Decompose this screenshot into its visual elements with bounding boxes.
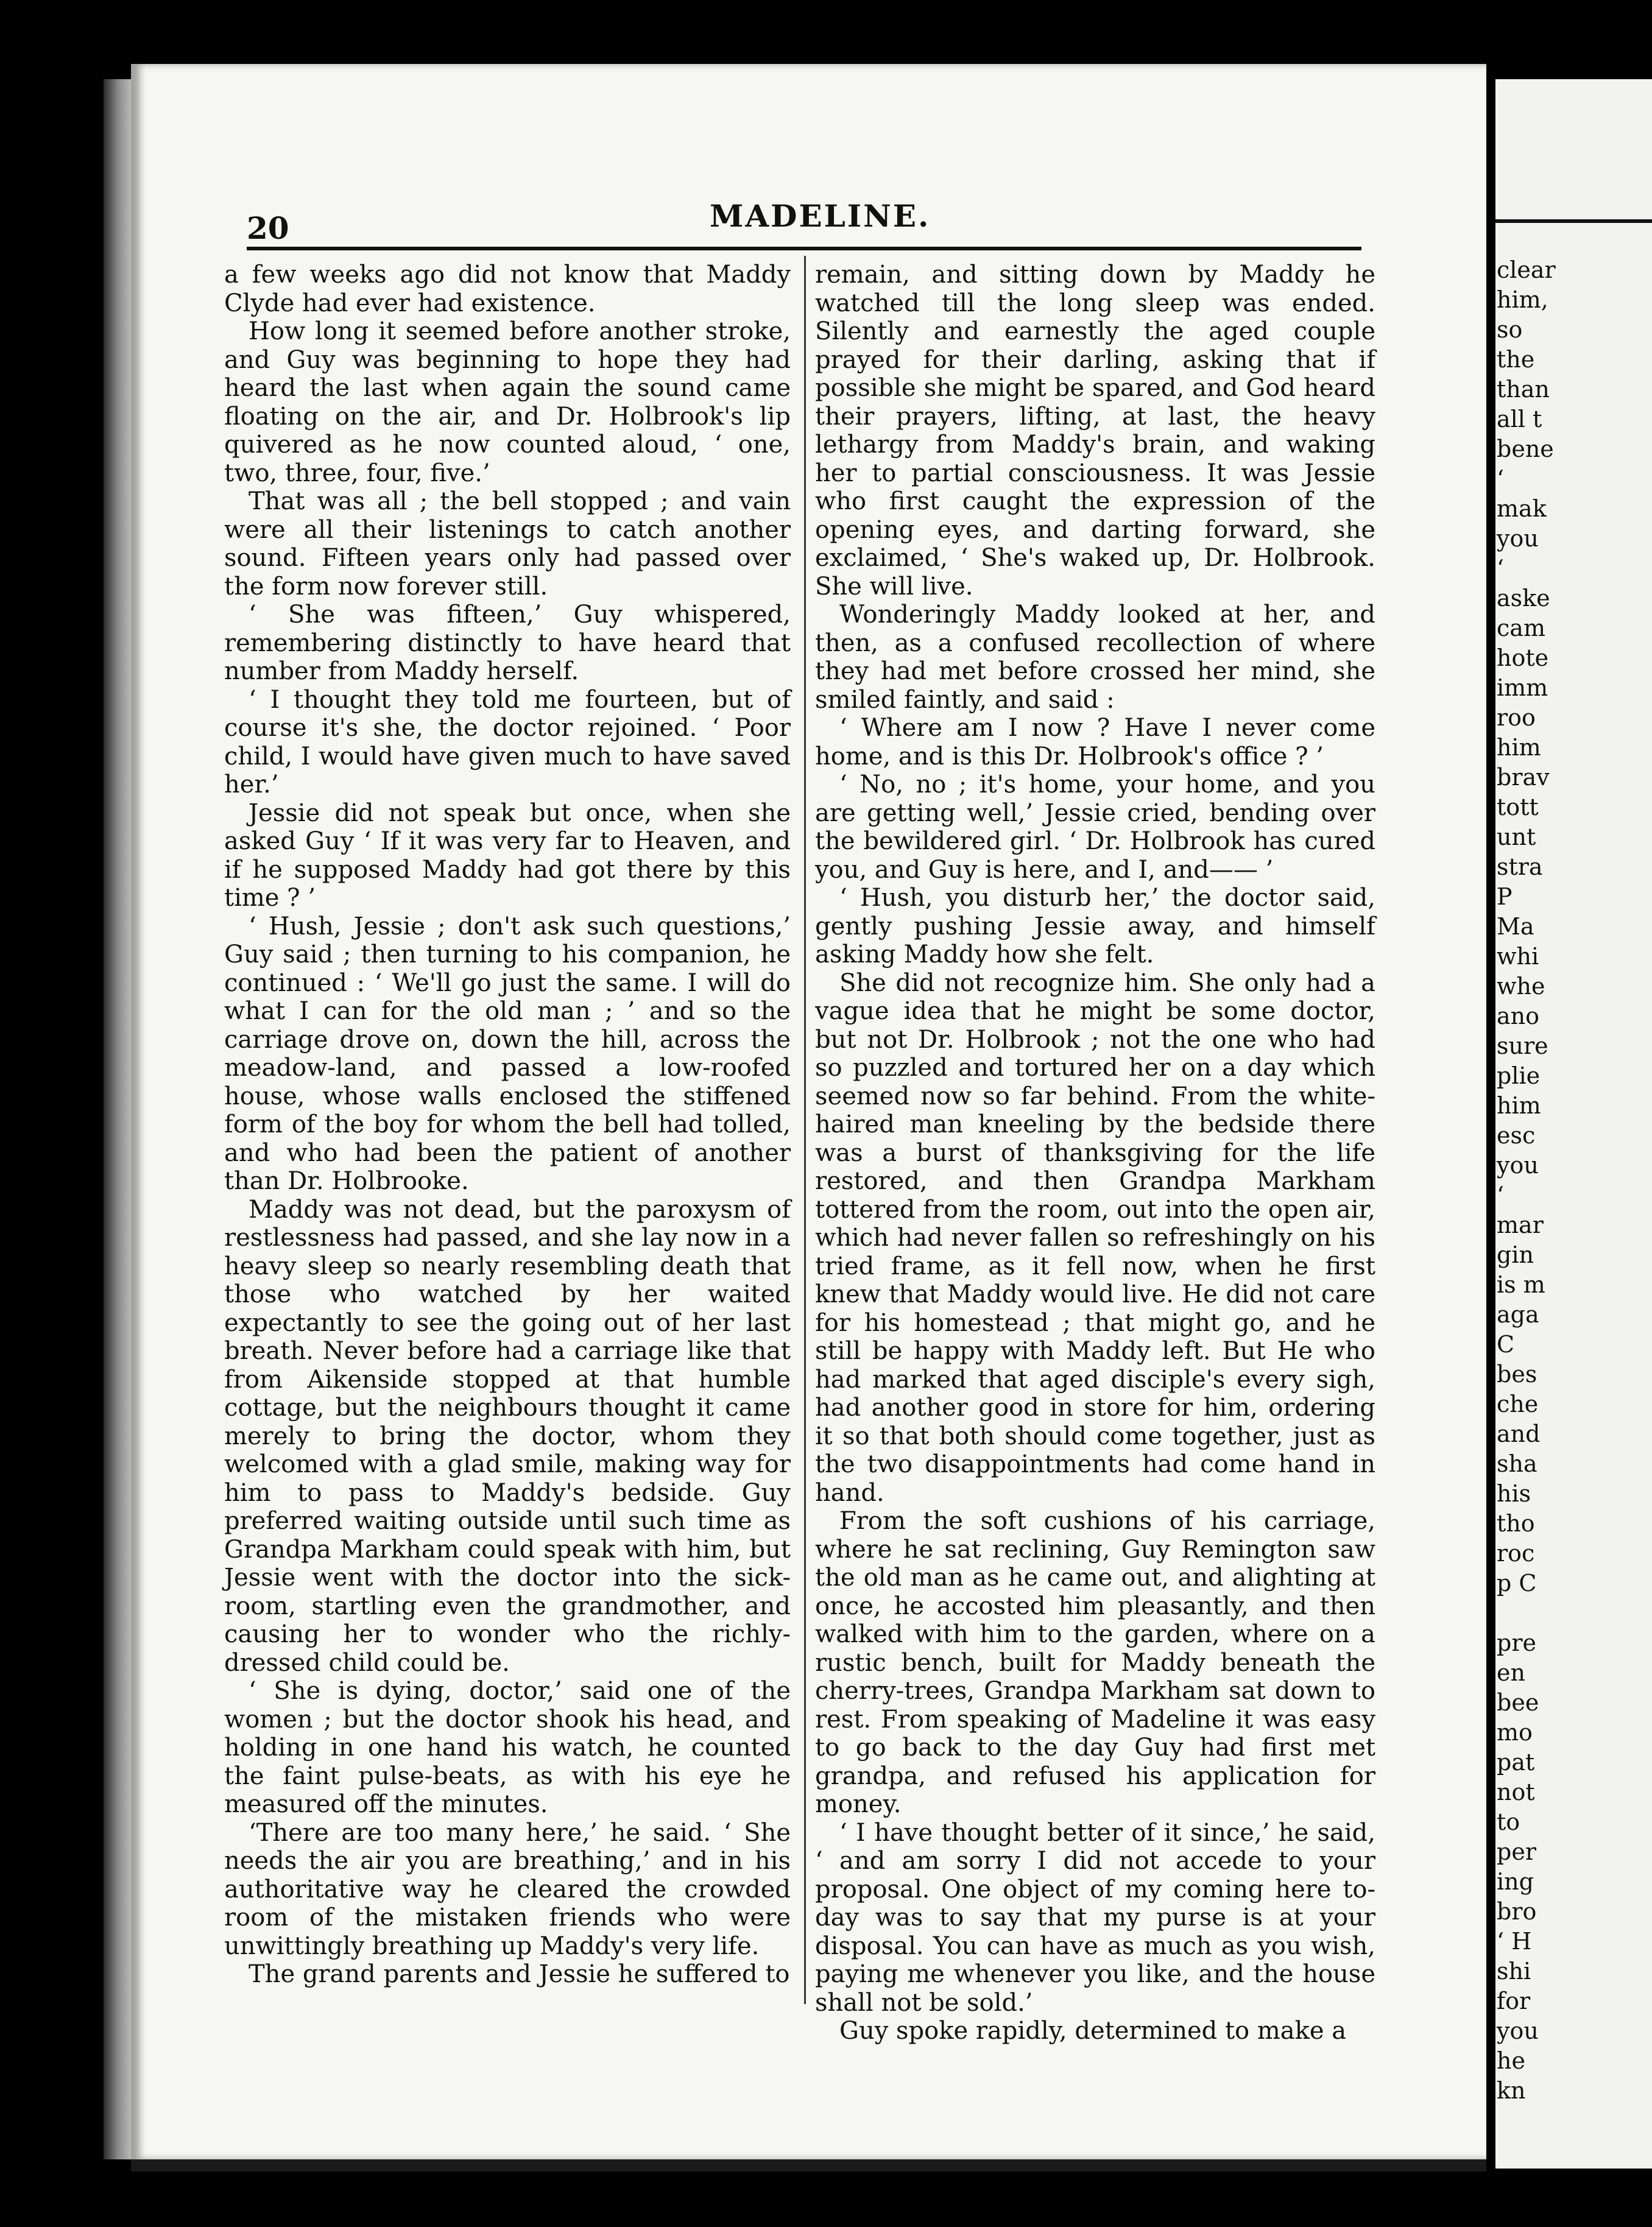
paragraph: Guy spoke rapidly, determined to make a [839, 2017, 1347, 2045]
adjacent-page-word-fragment: hote [1497, 644, 1549, 671]
adjacent-page-word-fragment: cam [1497, 615, 1545, 641]
adjacent-page-word-fragment: tho [1497, 1510, 1535, 1537]
adjacent-page-word-fragment: P [1497, 883, 1513, 910]
adjacent-page-word-fragment: his [1497, 1480, 1531, 1507]
adjacent-page-word-fragment: ‘ H [1497, 1928, 1532, 1955]
adjacent-page-word-fragment: ‘ [1497, 465, 1505, 492]
adjacent-page-word-fragment: brav [1497, 764, 1550, 791]
adjacent-page-word-fragment: per [1497, 1838, 1536, 1865]
adjacent-page-word-fragment: so [1497, 316, 1523, 343]
adjacent-page-word-fragment: bee [1497, 1689, 1539, 1716]
adjacent-page-word-fragment: stra [1497, 853, 1543, 880]
adjacent-page-word-fragment: pre [1497, 1629, 1536, 1656]
adjacent-page-word-fragment: aske [1497, 585, 1550, 612]
adjacent-page-word-fragment: p C [1497, 1570, 1537, 1597]
adjacent-page-word-fragment: the [1497, 346, 1535, 373]
paragraph: The grand parents and Jessie he suffered to [249, 1960, 790, 1988]
adjacent-page-word-fragment: mo [1497, 1719, 1533, 1746]
adjacent-page-word-fragment: bes [1497, 1361, 1537, 1388]
page-number: 20 [247, 210, 289, 246]
adjacent-page-word-fragment: mak [1497, 495, 1547, 522]
adjacent-page-word-fragment: not [1497, 1779, 1535, 1805]
adjacent-page-word-fragment: sure [1497, 1032, 1548, 1059]
adjacent-page-word-fragment: ano [1497, 1003, 1540, 1029]
adjacent-page-word-fragment: he [1497, 2047, 1525, 2074]
paragraph: ‘There are too many here,’ he said. ‘ She needs the air you are breathing,’ and in his authoritative way he cleared the crowded room of the mistaken friends who were unwittingly breathing up Maddy's very life. [224, 1818, 791, 1960]
adjacent-page-word-fragment: C [1497, 1331, 1515, 1358]
adjacent-page-word-fragment: shi [1497, 1958, 1531, 1985]
running-title: MADELINE. [710, 198, 931, 234]
adjacent-page-word-fragment: aga [1497, 1301, 1539, 1328]
paragraph: Jessie did not speak but once, when she asked Guy ‘ If it was very far to Heaven, and if he supposed Maddy had got there by this time ? ’ [224, 799, 791, 912]
adjacent-page-word-fragment: roo [1497, 704, 1536, 731]
adjacent-page-word-fragment: for [1497, 1988, 1531, 2014]
paragraph: ‘ No, no ; it's home, your home, and you are getting well,’ Jessie cried, bending over the bewildered girl. ‘ Dr. Holbrook has cured you, and Guy is here, and I, and—— ’ [815, 771, 1375, 884]
paragraph: ‘ Where am I now ? Have I never come home, and is this Dr. Holbrook's office ? ’ [815, 714, 1375, 771]
paragraph: That was all ; the bell stopped ; and vain were all their listenings to catch another sound. Fifteen years only had passed over the form now forever still. [224, 487, 791, 601]
adjacent-page-word-fragment: ‘ [1497, 1182, 1505, 1209]
right-text-column [815, 261, 1375, 2045]
adjacent-page-word-fragment: mar [1497, 1212, 1544, 1238]
adjacent-page-word-fragment: bro [1497, 1898, 1537, 1925]
adjacent-page-word-fragment: plie [1497, 1062, 1541, 1089]
paragraph: ‘ She is dying, doctor,’ said one of the women ; but the doctor shook his head, and holding in one hand his watch, he counted the faint pulse-beats, as with his eye he measured off the minutes. [224, 1677, 791, 1818]
adjacent-page-word-fragment: ‘ [1497, 555, 1505, 582]
adjacent-page-word-fragment: sha [1497, 1450, 1537, 1477]
paragraph: How long it seemed before another stroke, and Guy was beginning to hope they had heard the last when again the sound came floating on the air, and Dr. Holbrook's lip quivered as he now counted aloud, ‘ one, two, three, four, five.’ [224, 317, 791, 487]
adjacent-page-word-fragment: pat [1497, 1749, 1535, 1776]
adjacent-page-word-fragment: kn [1497, 2077, 1526, 2104]
paragraph: Wonderingly Maddy looked at her, and then, as a confused recollection of where they had met before crossed her mind, she smiled faintly, and said : [815, 601, 1375, 714]
adjacent-page-word-fragment: tott [1497, 794, 1539, 821]
paragraph: ‘ I thought they told me fourteen, but of course it's she, the doctor rejoined. ‘ Poor child, I would have given much to have saved her.’ [224, 685, 791, 799]
adjacent-page-word-fragment: you [1497, 2017, 1539, 2044]
adjacent-page-word-fragment: you [1497, 525, 1539, 552]
adjacent-page-fragment [1495, 79, 1652, 2169]
adjacent-page-word-fragment: whe [1497, 973, 1545, 1000]
adjacent-page-word-fragment: than [1497, 376, 1550, 403]
adjacent-page-word-fragment: to [1497, 1809, 1520, 1835]
adjacent-page-word-fragment: is m [1497, 1271, 1545, 1298]
column-divider [804, 256, 806, 2004]
adjacent-page-word-fragment: roc [1497, 1540, 1535, 1567]
adjacent-page-word-fragment: all t [1497, 406, 1542, 432]
adjacent-page-word-fragment: esc [1497, 1122, 1536, 1149]
paragraph: Maddy was not dead, but the paroxysm of restlessness had passed, and she lay now in a heavy sleep so nearly resembling death that those who watched by her waited expectantly to see the going out of her last breath. Never before had a carriage like that from Aikenside stopped at that humble cottage, but the neighbours thought it came merely to bring the doctor, whom they welcomed with a glad smile, making way for him to pass to Maddy's bedside. Guy preferred waiting outside until such time as Grandpa Markham could speak with him, but Jessie went with the doctor into the sick-room, startling even the grandmother, and causing her to wonder who the richly-dressed child could be. [224, 1195, 791, 1677]
adjacent-page-word-fragment: you [1497, 1152, 1539, 1179]
paragraph: ‘ I have thought better of it since,’ he said, ‘ and am sorry I did not accede to your proposal. One object of my coming here to-day was to say that my purse is at your disposal. You can have as much as you wish, paying me whenever you like, and the house shall not be sold.’ [815, 1818, 1375, 2017]
adjacent-page-rule [1495, 219, 1652, 223]
adjacent-page-word-fragment: him [1497, 1092, 1541, 1119]
adjacent-page-word-fragment: and [1497, 1421, 1541, 1447]
adjacent-page-word-fragment: gin [1497, 1241, 1534, 1268]
adjacent-page-word-fragment: che [1497, 1391, 1539, 1417]
header-rule [247, 247, 1361, 250]
left-text-column [224, 261, 791, 1989]
adjacent-page-word-fragment: imm [1497, 674, 1548, 701]
page-bottom-shadow [131, 2159, 1486, 2172]
adjacent-page-word-fragment: Ma [1497, 913, 1534, 940]
adjacent-page-word-fragment: whi [1497, 943, 1539, 970]
adjacent-page-word-fragment: clear [1497, 256, 1556, 283]
adjacent-page-word-fragment: him [1497, 734, 1541, 761]
adjacent-page-word-fragment: en [1497, 1659, 1525, 1686]
adjacent-page-word-fragment: bene [1497, 436, 1554, 462]
paragraph: She did not recognize him. She only had a vague idea that he might be some doctor, but not Dr. Holbrook ; not the one who had so puzzled and tortured her on a day which seemed now so far behind. From the white-haired man kneeling by the bedside there was a burst of thanksgiving for the life restored, and then Grandpa Markham tottered from the room, out into the open air, which had never fallen so refreshingly on his tried frame, as it fell now, when he first knew that Maddy would live. He did not care for his homestead ; that might go, and he still be happy with Maddy left. But He who had marked that aged disciple's every sigh, had another good in store for him, ordering it so that both should come together, just as the two disappointments had come hand in hand. [815, 969, 1375, 1507]
paragraph: ‘ Hush, you disturb her,’ the doctor said, gently pushing Jessie away, and himself asking Maddy how she felt. [815, 884, 1375, 969]
adjacent-page-word-fragment: him, [1497, 286, 1548, 313]
paragraph: remain, and sitting down by Maddy he watched till the long sleep was ended. Silently and earnestly the aged couple prayed for their darling, asking that if possible she might be spared, and God heard their prayers, lifting, at last, the heavy lethargy from Maddy's brain, and waking her to partial consciousness. It was Jessie who first caught the expression of the opening eyes, and darting forward, she exclaimed, ‘ She's waked up, Dr. Holbrook. She will live. [815, 261, 1375, 601]
paragraph: ‘ Hush, Jessie ; don't ask such questions,’ Guy said ; then turning to his companion, he continued : ‘ We'll go just the same. I will do what I can for the old man ; ’ and so the carriage drove on, down the hill, across the meadow-land, and passed a low-roofed house, whose walls enclosed the stiffened form of the boy for whom the bell had tolled, and who had been the patient of another than Dr. Holbrooke. [224, 912, 791, 1195]
adjacent-page-word-fragment: unt [1497, 824, 1536, 850]
paragraph: a few weeks ago did not know that Maddy Clyde had ever had existence. [224, 261, 791, 317]
adjacent-page-word-fragment: ing [1497, 1868, 1534, 1895]
paragraph: ‘ She was fifteen,’ Guy whispered, remembering distinctly to have heard that number from Maddy herself. [224, 601, 791, 685]
paragraph: From the soft cushions of his carriage, where he sat reclining, Guy Remington saw the old man as he came out, and alighting at once, he accosted him pleasantly, and then walked with him to the garden, where on a rustic bench, built for Maddy beneath the cherry-trees, Grandpa Markham sat down to rest. From speaking of Madeline it was easy to go back to the day Guy had first met grandpa, and refused his application for money. [815, 1507, 1375, 1818]
